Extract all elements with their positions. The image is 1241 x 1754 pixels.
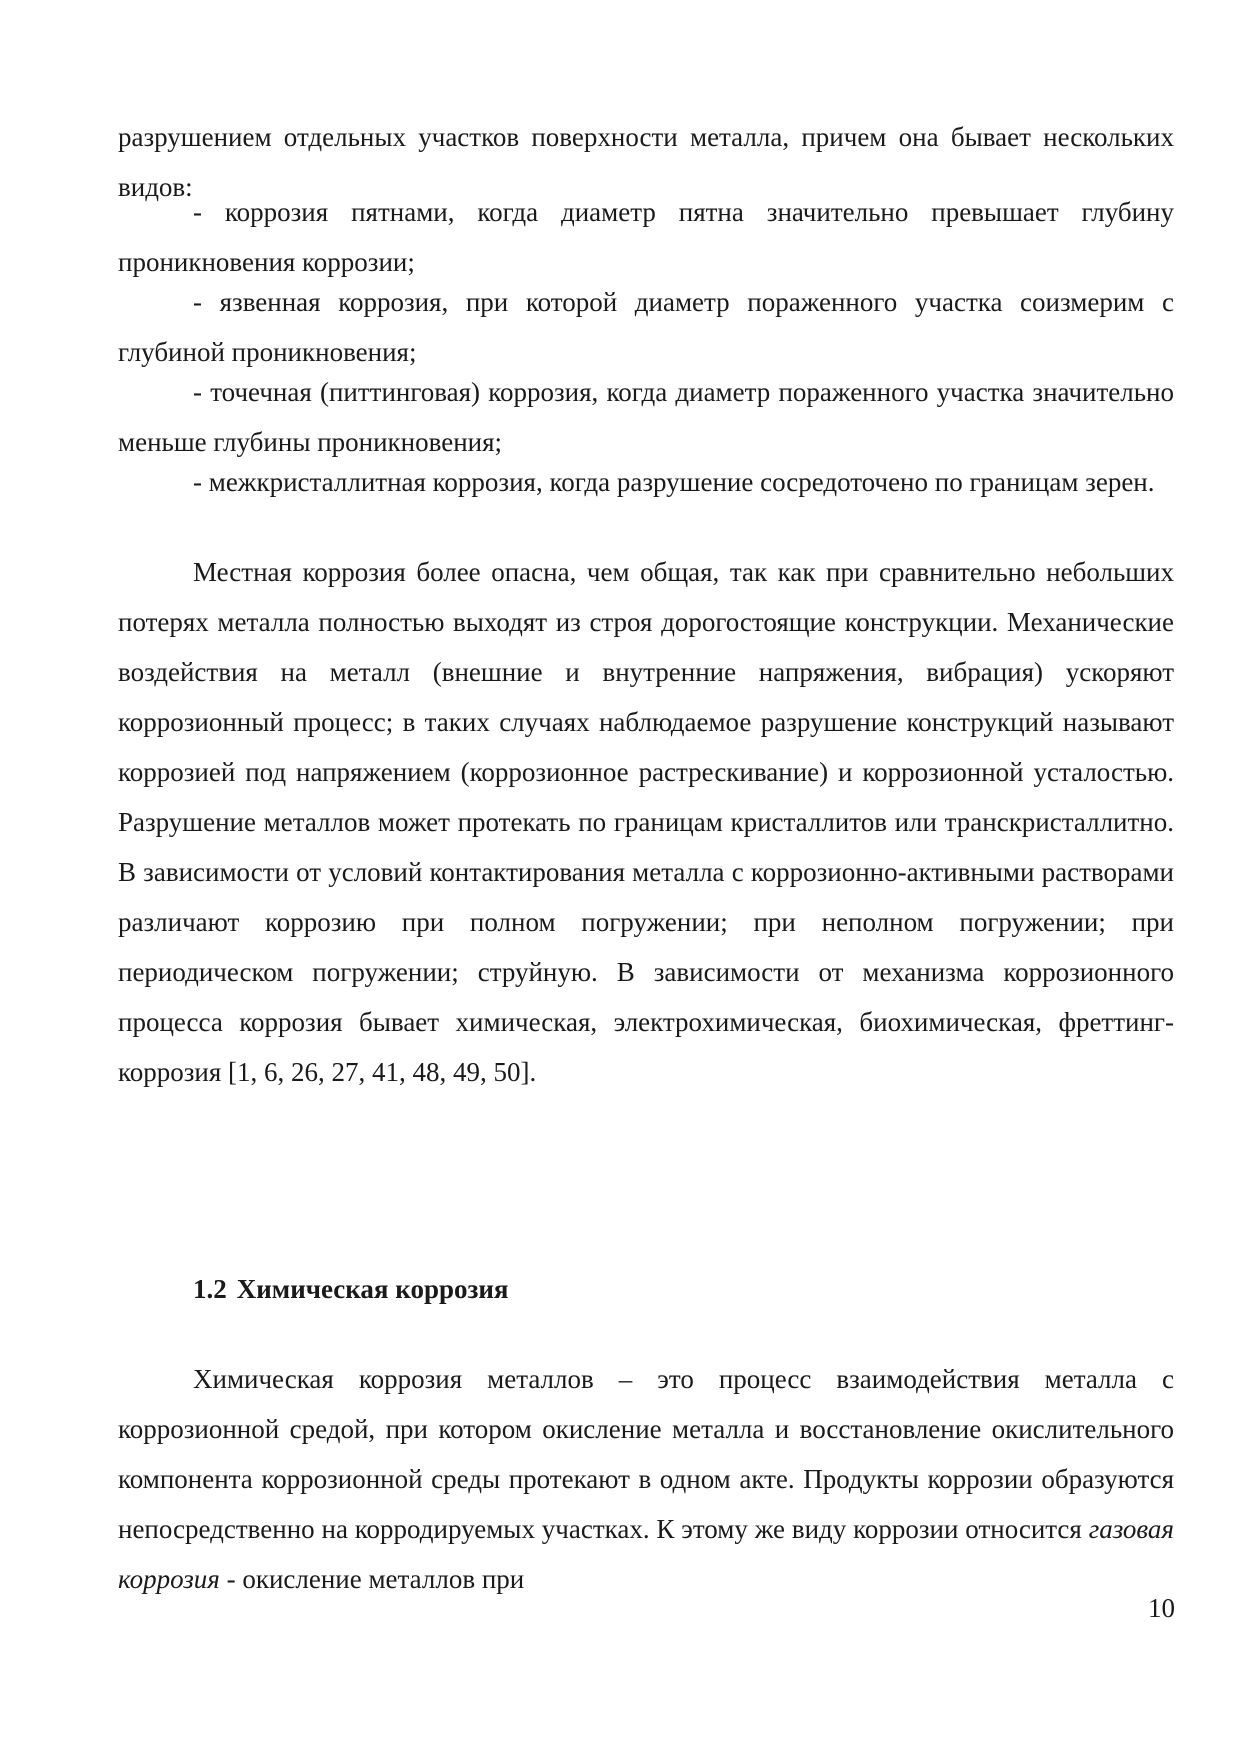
p6-italic-term: газовая коррозия <box>118 1514 1174 1594</box>
list-item-pitting-corrosion: - точечная (питтинговая) коррозия, когда диаметр пораженного участка значительно меньше глубины проникновения; <box>118 377 1174 457</box>
section-title: Химическая коррозия <box>236 1274 509 1304</box>
list-item-ulcer-corrosion: - язвенная коррозия, при которой диаметр пораженного участка соизмерим с глубиной проникновения; <box>118 287 1174 367</box>
paragraph-local-corrosion: Местная коррозия более опасна, чем общая, так как при сравнительно небольших потерях металла полностью выходят из строя дорогостоящие конструкции. Механические воздействия на металл (внешние и внутренние напряжения, вибрация) ускоряют коррозионный процесс; в таких случаях наблюдаемое разрушение конструкций называют коррозией под напряжением (коррозионное растрескивание) и коррозионной усталостью. Разрушение металлов может протекать по границам кристаллитов или транскристаллитно. В зависимости от условий контактирования металла с коррозионно-активными растворами различают коррозию при полном погружении; при неполном погружении; при периодическом погружении; струйную. В зависимости от механизма коррозионного процесса коррозия бывает химическая, электрохимическая, биохимическая, фреттинг-коррозия [1, 6, 26, 27, 41, 48, 49, 50]. <box>118 557 1174 1087</box>
p6-text-start: Химическая коррозия металлов – это процесс взаимодействия металла с коррозионной средой, при котором окисление металла и восстановление окислительного компонента коррозионной среды протекают в одном акте. Продукты коррозии образуются непосредственно на корродируемых участках. К этому же виду коррозии относится <box>118 1364 1174 1544</box>
p6-text-end: - окисление металлов при <box>219 1564 525 1594</box>
paragraph-chemical-corrosion <box>118 1354 1174 1604</box>
section-heading <box>193 1264 509 1314</box>
section-number: 1.2 <box>193 1274 227 1304</box>
page-number: 10 <box>1148 1593 1175 1623</box>
list-item-intercrystalline-corrosion: - межкристаллитная коррозия, когда разрушение сосредоточено по границам зерен. <box>193 467 1155 497</box>
list-item-spot-corrosion: - коррозия пятнами, когда диаметр пятна значительно превышает глубину проникновения коррозии; <box>118 197 1174 277</box>
paragraph-intro: разрушением отдельных участков поверхности металла, причем она бывает нескольких видов: <box>118 122 1174 202</box>
